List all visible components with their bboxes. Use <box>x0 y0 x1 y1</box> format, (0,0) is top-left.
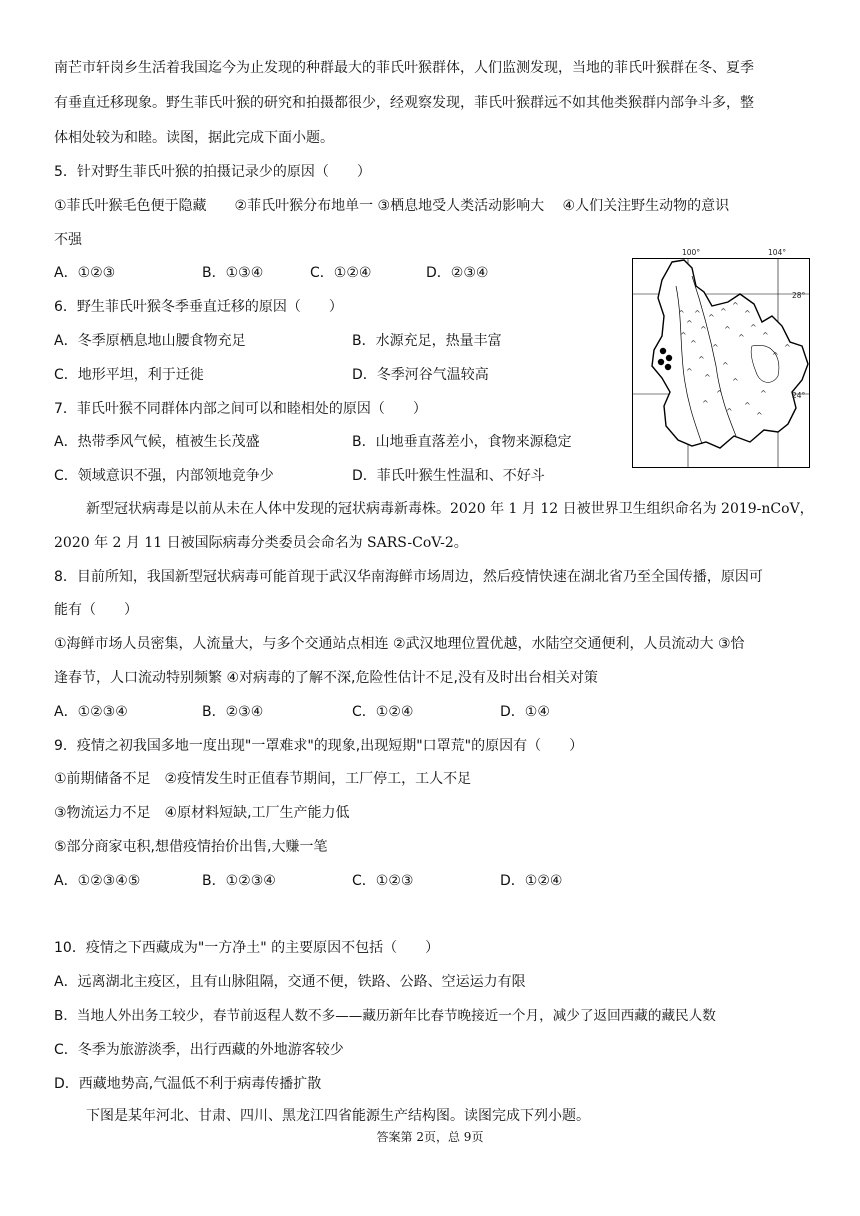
q10-option-c: C．冬季为旅游淡季，出行西藏的外地游客较少 <box>54 1042 344 1058</box>
q5-items-line-2: 不强 <box>54 232 82 248</box>
mountain-mark: ^ <box>686 367 693 376</box>
q5-option-c: C．①②④ <box>310 265 372 281</box>
habitat-dot <box>666 355 672 361</box>
q7-option-d: D．菲氏叶猴生性温和、不好斗 <box>352 468 545 484</box>
q8-option-b: B．②③④ <box>202 704 264 720</box>
mountain-mark: ^ <box>716 389 723 398</box>
q8-option-d: D．①④ <box>500 704 550 720</box>
q9-item-line-1: ①前期储备不足 ②疫情发生时正值春节期间，工厂停工，工人不足 <box>54 771 472 787</box>
q9-option-c: C．①②③ <box>352 873 414 889</box>
mountain-mark: ^ <box>744 309 751 318</box>
habitat-dot <box>658 359 664 365</box>
habitat-map <box>632 246 810 468</box>
q7-option-c: C．领域意识不强，内部领地竞争少 <box>54 468 274 484</box>
q10-option-b: B．当地人外出务工较少，春节前返程人数不多——藏历新年比春节晚接近一个月，减少了返回西藏的藏民人数 <box>54 1008 716 1024</box>
intro-line-3: 体相处较为和睦。读图，据此完成下面小题。 <box>54 130 334 146</box>
mountain-mark: ^ <box>690 339 697 348</box>
q6-option-b: B．水源充足，热量丰富 <box>352 333 502 349</box>
mountain-mark: ^ <box>738 333 745 342</box>
mountain-mark: ^ <box>686 319 693 328</box>
mountain-mark: ^ <box>744 401 751 410</box>
mountain-mark: ^ <box>678 309 685 318</box>
mountain-mark: ^ <box>694 309 701 318</box>
mountain-mark: ^ <box>762 331 769 340</box>
q7-stem: 7．菲氏叶猴不同群体内部之间可以和睦相处的原因（ ） <box>54 401 427 417</box>
q8-stem-line-2: 能有（ ） <box>54 602 138 618</box>
mountain-mark: ^ <box>726 407 733 416</box>
mountain-mark: ^ <box>722 361 729 370</box>
mountain-mark: ^ <box>698 355 705 364</box>
q9-option-b: B．①②③④ <box>202 873 276 889</box>
lat-label-24: 24° <box>792 391 806 400</box>
mountain-mark: ^ <box>708 313 715 322</box>
q5-option-d: D．②③④ <box>426 265 489 281</box>
mountain-mark: ^ <box>702 399 709 408</box>
q8-option-a: A．①②③④ <box>54 704 128 720</box>
mountain-mark: ^ <box>732 301 739 310</box>
q7-option-a: A．热带季风气候，植被生长茂盛 <box>54 434 260 450</box>
q6-option-d: D．冬季河谷气温较高 <box>352 367 489 383</box>
mountain-mark: ^ <box>760 389 767 398</box>
mountain-mark: ^ <box>680 331 687 340</box>
intro-line-1: 南芒市轩岗乡生活着我国迄今为止发现的种群最大的菲氏叶猴群体，人们监测发现，当地的菲氏叶猴群在冬、夏季 <box>54 60 754 76</box>
q8-option-c: C．①②④ <box>352 704 414 720</box>
mountain-mark: ^ <box>712 343 719 352</box>
q8-items-line-1: ①海鲜市场人员密集，人流量大，与多个交通站点相连 ②武汉地理位置优越，水陆空交通便利，人员流动大 ③恰 <box>54 636 745 652</box>
q6-stem: 6．野生菲氏叶猴冬季垂直迁移的原因（ ） <box>54 299 343 315</box>
q6-option-a: A．冬季原栖息地山腰食物充足 <box>54 333 246 349</box>
intro-line-2: 有垂直迁移现象。野生菲氏叶猴的研究和拍摄都很少，经观察发现，菲氏叶猴群远不如其他类猴群内部争斗多，整 <box>54 95 754 111</box>
mountain-mark: ^ <box>756 411 763 420</box>
q5-stem: 5．针对野生菲氏叶猴的拍摄记录少的原因（ ） <box>54 164 371 180</box>
next-section-intro: 下图是某年河北、甘肃、四川、黑龙江四省能源生产结构图。读图完成下列小题。 <box>86 1108 590 1124</box>
lon-label-104: 104° <box>768 248 787 257</box>
mountain-mark: ^ <box>732 377 739 386</box>
q5-items-line-1: ①菲氏叶猴毛色便于隐藏 ②菲氏叶猴分布地单一 ③栖息地受人类活动影响大 ④人们关注野生动物的意识 <box>54 198 730 214</box>
mountain-mark: ^ <box>700 325 707 334</box>
q9-option-a: A．①②③④⑤ <box>54 873 141 889</box>
page-footer: 答案第 2页，总 9页 <box>376 1130 484 1144</box>
q5-option-a: A．①②③ <box>54 265 116 281</box>
mountain-mark: ^ <box>750 323 757 332</box>
habitat-dot <box>665 364 671 370</box>
q9-item-line-2: ③物流运力不足 ④原材料短缺,工厂生产能力低 <box>54 805 350 821</box>
virus-intro-line-1: 新型冠状病毒是以前从未在人体中发现的冠状病毒新毒株。2020 年 1 月 12 日被世界卫生组织命名为 2019-nCoV， <box>86 501 814 517</box>
lon-label-100: 100° <box>682 248 701 257</box>
q7-option-b: B．山地垂直落差小，食物来源稳定 <box>352 434 572 450</box>
q9-item-line-3: ⑤部分商家屯积,想借疫情抬价出售,大赚一笔 <box>54 839 328 855</box>
mountain-mark: ^ <box>704 373 711 382</box>
q10-option-a: A．远离湖北主疫区，且有山脉阻隔，交通不便，铁路、公路、空运运力有限 <box>54 974 526 990</box>
q5-option-b: B．①③④ <box>202 265 264 281</box>
q9-stem: 9．疫情之初我国多地一度出现"一罩难求"的现象,出现短期"口罩荒"的原因有（ ） <box>54 738 584 754</box>
q8-items-line-2: 逢春节，人口流动特别频繁 ④对病毒的了解不深,危险性估计不足,没有及时出台相关对策 <box>54 670 598 686</box>
habitat-map-svg <box>632 246 810 468</box>
q10-option-d: D．西藏地势高,气温低不利于病毒传播扩散 <box>54 1076 322 1092</box>
q10-stem: 10．疫情之下西藏成为"一方净土" 的主要原因不包括（ ） <box>54 940 440 956</box>
habitat-dot <box>660 348 666 354</box>
lat-label-28: 28° <box>792 291 806 300</box>
virus-intro-line-2: 2020 年 2 月 11 日被国际病毒分类委员会命名为 SARS-CoV-2。 <box>54 535 468 551</box>
q8-stem-line-1: 8．目前所知，我国新型冠状病毒可能首现于武汉华南海鲜市场周边，然后疫情快速在湖北省乃至全国传播，原因可 <box>54 569 763 585</box>
q9-option-d: D．①②④ <box>500 873 563 889</box>
mountain-mark: ^ <box>772 351 779 360</box>
mountain-mark: ^ <box>724 325 731 334</box>
mountain-mark: ^ <box>784 343 791 352</box>
mountain-mark: ^ <box>720 307 727 316</box>
q6-option-c: C．地形平坦，利于迁徙 <box>54 367 204 383</box>
